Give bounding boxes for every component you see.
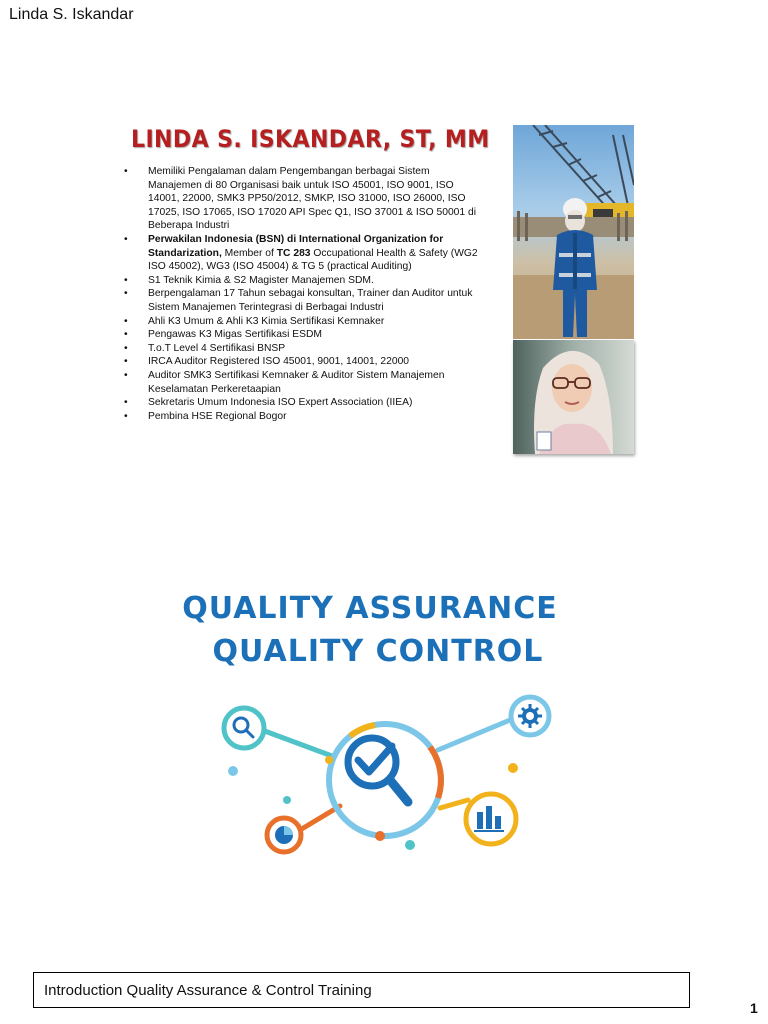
bullet-item: • T.o.T Level 4 Sertifikasi BNSP xyxy=(121,342,481,356)
qa-title-line1: QUALITY ASSURANCE xyxy=(182,591,558,626)
bullet-item: • Auditor SMK3 Sertifikasi Kemnaker & Auditor Sistem Manajemen Keselamatan Perkeretaapian xyxy=(121,369,481,396)
decor-dot xyxy=(228,766,238,776)
bullet-item: • IRCA Auditor Registered ISO 45001, 9001, 14001, 22000 xyxy=(121,355,481,369)
bullet-item: • Berpengalaman 17 Tahun sebagai konsultan, Trainer dan Auditor untuk Sistem Manajemen Terintegrasi di Berbagai Industri xyxy=(121,287,481,314)
portrait-illustration xyxy=(513,340,634,454)
bullet-bold-text: TC 283 xyxy=(276,247,311,259)
profile-bullet-list xyxy=(121,165,481,423)
decor-dot xyxy=(325,756,333,764)
gear-icon xyxy=(511,697,549,735)
bullet-bold-text: Perwakilan Indonesia (BSN) di International Organization for Standarization, xyxy=(148,233,444,259)
pie-chart-icon xyxy=(267,818,301,852)
bar-chart-icon xyxy=(466,794,516,844)
bullet-item: • Sekretaris Umum Indonesia ISO Expert Association (IIEA) xyxy=(121,396,481,410)
decor-dot xyxy=(375,831,385,841)
author-header: Linda S. Iskandar xyxy=(9,6,134,23)
bullet-item: • Pembina HSE Regional Bogor xyxy=(121,410,481,424)
bullet-item: • Ahli K3 Umum & Ahli K3 Kimia Sertifikasi Kemnaker xyxy=(121,315,481,329)
profile-name-title: LINDA S. ISKANDAR, ST, MM xyxy=(131,125,490,153)
site-photo-illustration xyxy=(513,125,634,339)
decor-dot xyxy=(283,796,291,804)
qa-title-line2: QUALITY CONTROL xyxy=(212,634,544,669)
bullet-item xyxy=(121,233,481,274)
page-number: 1 xyxy=(750,1000,758,1016)
profile-photo-portrait xyxy=(513,340,634,454)
decor-dot xyxy=(508,763,518,773)
bullet-item: • Pengawas K3 Migas Sertifikasi ESDM xyxy=(121,328,481,342)
footer-caption: Introduction Quality Assurance & Control Training xyxy=(44,982,372,999)
bullet-item: • S1 Teknik Kimia & S2 Magister Manajemen SDM. xyxy=(121,274,481,288)
bullet-item: • Memiliki Pengalaman dalam Pengembangan berbagai Sistem Manajemen di 80 Organisasi baik untuk ISO 45001, ISO 9001, ISO 14001, 22000, SMK3 PP50/2012, SMKP, ISO 31000, ISO 26000, ISO 17025, ISO 17065, ISO 17020 API Spec Q1, ISO 37001 & ISO 50001 di Beberapa Industri xyxy=(121,165,481,233)
decor-dot xyxy=(405,840,415,850)
qa-qc-illustration xyxy=(200,688,570,863)
footer-caption-box xyxy=(33,972,690,1008)
bullet-text: Member of xyxy=(221,247,277,259)
bullet-text: Occupational Health & Safety (WG2 ISO 45002), WG3 (ISO 45004) & TG 5 (practical Auditing) xyxy=(148,247,478,273)
profile-photo-site xyxy=(513,125,634,339)
search-icon xyxy=(224,708,264,748)
